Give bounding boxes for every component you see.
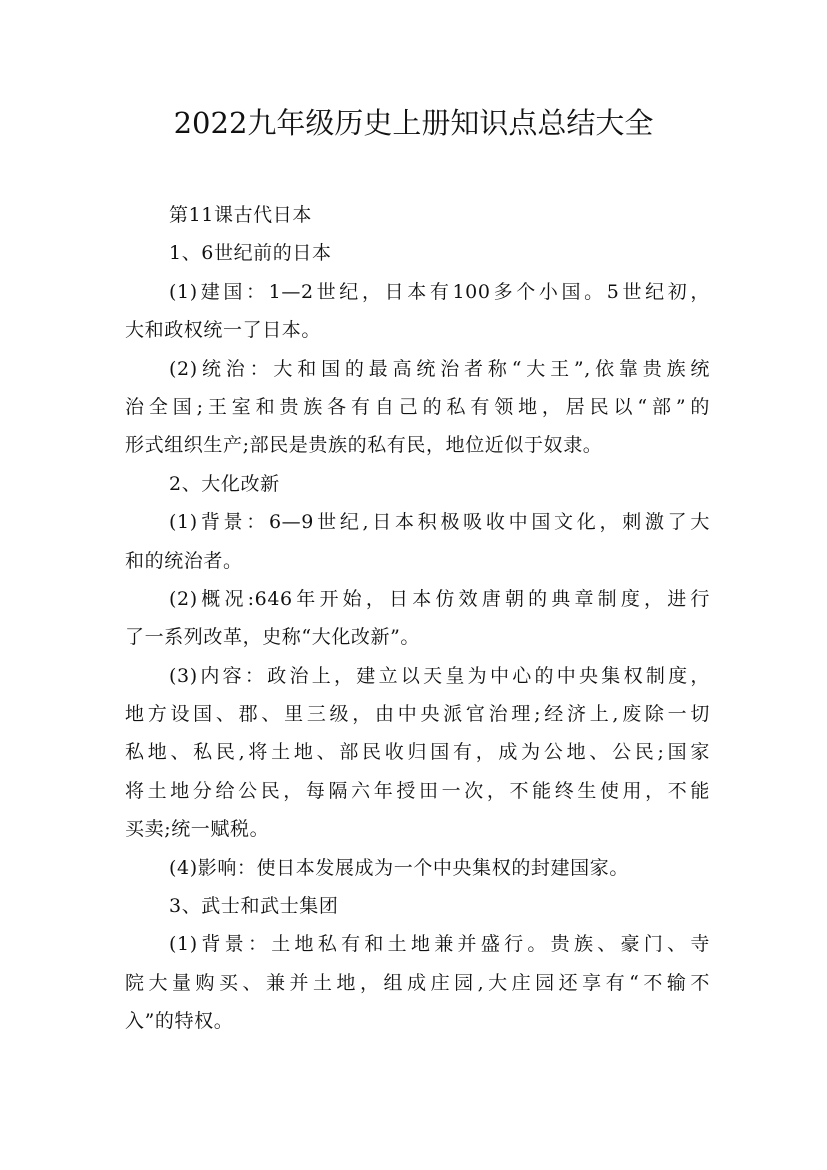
paragraph-line: (2)概况:646年开始，日本仿效唐朝的典章制度，进行 <box>169 587 710 610</box>
section-heading: 3、武士和武士集团 <box>169 895 339 918</box>
section-heading: 1、6世纪前的日本 <box>169 242 332 265</box>
paragraph-line: 大和政权统一了日本。 <box>125 319 322 342</box>
paragraph-line: (2)统治：大和国的最高统治者称“大王”,依靠贵族统 <box>169 357 710 380</box>
paragraph-line: 院大量购买、兼并土地，组成庄园,大庄园还享有“不输不 <box>125 971 710 994</box>
paragraph-line: (1)背景：土地私有和土地兼并盛行。贵族、豪门、寺 <box>169 933 710 956</box>
paragraph-line: 私地、私民,将土地、部民收归国有，成为公地、公民;国家 <box>125 741 710 764</box>
paragraph-line: 形式组织生产;部民是贵族的私有民，地位近似于奴隶。 <box>125 434 603 457</box>
section-heading: 2、大化改新 <box>169 472 280 495</box>
paragraph-line: 和的统治者。 <box>125 549 243 572</box>
paragraph-line: 治全国;王室和贵族各有自己的私有领地，居民以“部”的 <box>125 395 710 418</box>
paragraph-line: (3)内容：政治上，建立以天皇为中心的中央集权制度， <box>169 664 710 687</box>
paragraph-line: 入”的特权。 <box>125 1010 234 1033</box>
paragraph-line: (4)影响：使日本发展成为一个中央集权的封建国家。 <box>169 856 629 879</box>
paragraph-line: 将土地分给公民，每隔六年授田一次，不能终生使用，不能 <box>125 779 710 802</box>
paragraph-line: 地方设国、郡、里三级，由中央派官治理;经济上,废除一切 <box>125 703 710 726</box>
lesson-heading: 第11课古代日本 <box>169 204 312 226</box>
paragraph-line: (1)背景：6—9世纪,日本积极吸收中国文化，刺激了大 <box>169 511 710 534</box>
document-body <box>125 196 710 1041</box>
paragraph-line: 了一系列改革，史称“大化改新”。 <box>125 626 421 649</box>
document-title: 2022九年级历史上册知识点总结大全 <box>173 106 654 140</box>
paragraph-line: (1)建国：1—2世纪，日本有100多个小国。5世纪初， <box>169 280 710 303</box>
paragraph-line: 买卖;统一赋税。 <box>125 818 270 841</box>
